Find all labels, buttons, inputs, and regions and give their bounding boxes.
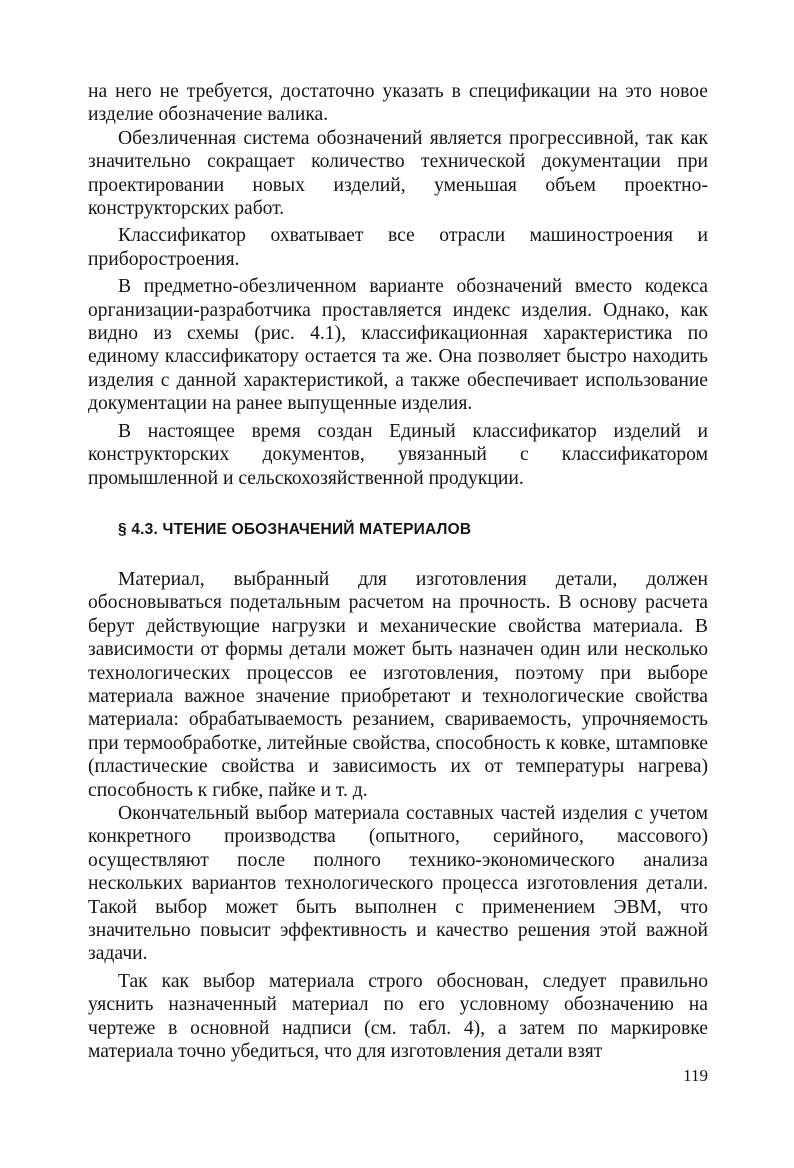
- paragraph-depersonalized-system: Обезличенная система обозначений является прогрессивной, так как значительно сокращает количество технической документации при проектировании новых изделий, уменьшая объем проектно-конструкторских работ.: [88, 127, 708, 220]
- section-heading: § 4.3. ЧТЕНИЕ ОБОЗНАЧЕНИЙ МАТЕРИАЛОВ: [118, 520, 472, 538]
- paragraph-unified-classifier: В настоящее время создан Единый классификатор изделий и конструкторских документов, увязанный с классификатором промышленной и сельскохозяйственной продукции.: [88, 420, 708, 489]
- paragraph-final-choice: Окончательный выбор материала составных частей изделия с учетом конкретного производства (опытного, серийного, массового) осуществляют после полного технико-экономического анализа нескольких вариантов технологического процесса изготовления детали. Такой выбор может быть выполнен с применением ЭВМ, что значительно повысит эффективность и качество решения этой важной задачи.: [88, 802, 708, 965]
- page-body: [88, 80, 708, 1063]
- paragraph-continuation: на него не требуется, достаточно указать в спецификации на это новое изделие обозначение валика.: [88, 81, 708, 126]
- paragraph-subject-variant: В предметно-обезличенном варианте обозначений вместо кодекса организации-разработчика проставляется индекс изделия. Однако, как видно из схемы (рис. 4.1), классификационная характеристика по единому классификатору остается та же. Она позволяет быстро находить изделия с данной характеристикой, а также обеспечивает использование документации на ранее выпущенные изделия.: [88, 276, 708, 415]
- page-number: 119: [683, 1066, 708, 1085]
- paragraph-material-selection: Материал, выбранный для изготовления детали, должен обосновываться подетальным расчетом на прочность. В основу расчета берут действующие нагрузки и механические свойства материала. В зависимости от формы детали может быть назначен один или несколько технологических процессов ее изготовления, поэтому при выборе материала важное значение приобретают и технологические свойства материала: обрабатываемость резанием, свариваемость, упрочняемость при термообработке, литейные свойства, способность к ковке, штамповке (пластические свойства и зависимость их от температуры нагрева) способность к гибке, пайке и т. д.: [88, 568, 708, 801]
- paragraph-material-designation: Так как выбор материала строго обоснован, следует правильно уяснить назначенный материал по его условному обозначению на чертеже в основной надписи (см. табл. 4), а затем по маркировке материала точно убедиться, что для изготовления детали взят: [88, 970, 708, 1063]
- paragraph-classifier-scope: Классификатор охватывает все отрасли машиностроения и приборостроения.: [88, 225, 708, 270]
